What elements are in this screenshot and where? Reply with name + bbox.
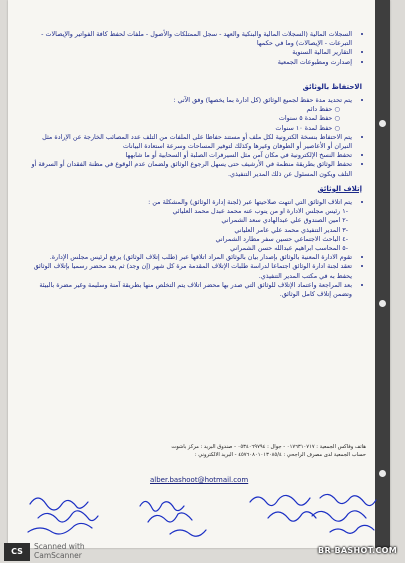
list-item: • بعد المراجعة واعتماد الإتلاف للوثائق التي صدر بها محضر اتلاف يتم التخلص منها بطريقة آمنة وسليمة وغير مضرة بالبيئة وتضمن إتلاف كامل الوثائق.	[26, 281, 352, 299]
list-item: • تحفظ النسخ الإلكترونية في مكان آمن مثل السيرفرات الصلبة أو السحابية أو ما شابهها	[26, 151, 352, 160]
list-item: • تعقد لجنة ادارة الوثائق اجتماعا لدراسة طلبات الإتلاف المقدمة مرة كل شهر (إن وجد) ثم يعد محضر رسميا بإتلاف الوثائق يحفظ به في مكتب المدير التنفيذي.	[26, 262, 352, 280]
binder-edge	[375, 0, 390, 548]
scanned-with-text: Scanned with	[34, 542, 85, 551]
site-watermark: BR-BASHOT.COM	[318, 546, 397, 555]
footer-email: alber.bashoot@hotmail.com	[150, 476, 249, 484]
signature-stroke	[312, 511, 366, 521]
disposal-rules	[26, 253, 362, 299]
option-item: ○ حفظ لمدة ٥ سنوات	[26, 114, 340, 123]
signature-stroke	[28, 523, 92, 534]
signature-stroke	[30, 498, 88, 510]
option-item: ○ حفظ لمدة ١٠ سنوات	[26, 124, 340, 133]
disposal-heading: إتلاف الوثائق	[317, 184, 362, 193]
list-item: • يتم اتلاف الوثائق التي انتهت صلاحيتها عبر (لجنة إدارة الوثائق) والمشكلة من :	[26, 198, 352, 207]
signature-stroke	[38, 511, 98, 522]
list-item: • يتم تحديد مدة حفظ لجميع الوثائق (كل ادارة بما يخصها) وفق الآتي :	[26, 96, 352, 105]
document-body	[26, 30, 362, 299]
list-item: • إصدارت ومطبوعات الجمعية	[26, 58, 352, 67]
binder-hole	[379, 470, 386, 477]
signature-stroke	[330, 525, 374, 533]
signature-stroke	[250, 495, 310, 505]
camscanner-caption	[34, 543, 85, 560]
retention-list	[26, 96, 362, 105]
disposal-intro	[26, 198, 362, 207]
list-item: • تحفظ الوثائق بطريقة منظمة في الأرشيف حتى يسهل الرجوع الوثائق ولضمان عدم الوقوع في مظنة الفقدان أو السرقة أو التلف ويكون المسئول عن ذلك المدير التنفيذي.	[26, 160, 352, 178]
committee-members	[26, 207, 362, 253]
signature-stroke	[140, 501, 184, 511]
member-line: -١ رئيس مجلس الادارة او من ينوب عنه محمد عبدل محمد العليائي	[172, 207, 348, 216]
camscanner-logo: CS	[4, 543, 30, 561]
member-line: -٥ المحاسب ابراهيم عبدالله حسن الشمراني	[230, 244, 348, 253]
list-item: • السجلات المالية (السجلات المالية والبنكية والعهد - سجل الممتلكات والأصول - ملفات لحفظ كافة الفواتير والإيصالات - التبرعات - الإيصالات) وما في حكمها	[26, 30, 352, 48]
list-item: • يتم الاحتفاظ بنسخة الكترونية لكل ملف أو مستند حفاظا على الملفات من التلف عدد المصائب الخارجة عن الإرادة مثل النيران أو الأعاصير أو الطوفان وغيرها وكذلك لتوفير المساحات وسرعة استعادة البيانات	[26, 133, 352, 151]
retention-rules	[26, 133, 362, 179]
binder-hole	[379, 120, 386, 127]
signature-stroke	[268, 512, 316, 521]
signature-stroke	[148, 513, 192, 522]
member-line: -٣ المدير التنفيذي محمد علي عامر العلياني	[234, 225, 348, 234]
option-item: ○ حفظ دائم	[26, 105, 340, 114]
binder-hole	[379, 300, 386, 307]
member-line: -٤ الباحث الاجتماعي حسين سفر مطارد الشمراني	[215, 234, 348, 243]
signature-stroke	[170, 530, 206, 536]
list-item: • التقارير المالية السنوية	[26, 48, 352, 57]
list-item: • تقوم الادارة المعنية بالوثائق بإصدار بيان بالوثائق المراد اتلافها عبر (طلب إتلاف الوثائق) يرفع لرئيس مجلس الإدارة.	[26, 253, 352, 262]
retention-options	[26, 105, 362, 133]
footer-bank: حساب الجمعية لدى مصرف الراجحي : ٤٥٧٦٠٨٠١٠١٣٠٨٥/٤ - البريد الالكتروني :	[194, 452, 366, 458]
member-line: -٢ امين الصندوق علي عبدالهادي سعد الشمراني	[221, 216, 348, 225]
records-list	[26, 30, 362, 67]
footer-contact: هاتف وفاكس الجمعية : ٠١٧٦٣١٠٧١٧ - جوال : ٠٥٣٤٠٦٩٧٩٤ - صندوق البريد : مركز باشوت	[171, 444, 366, 450]
letterhead-footer	[30, 443, 366, 459]
signature-stroke	[320, 494, 376, 505]
retention-heading: الاحتفاظ بالوثائق	[302, 82, 362, 91]
camscanner-text: CamScanner	[34, 550, 82, 560]
signatures	[20, 484, 395, 544]
document-page	[8, 0, 390, 548]
